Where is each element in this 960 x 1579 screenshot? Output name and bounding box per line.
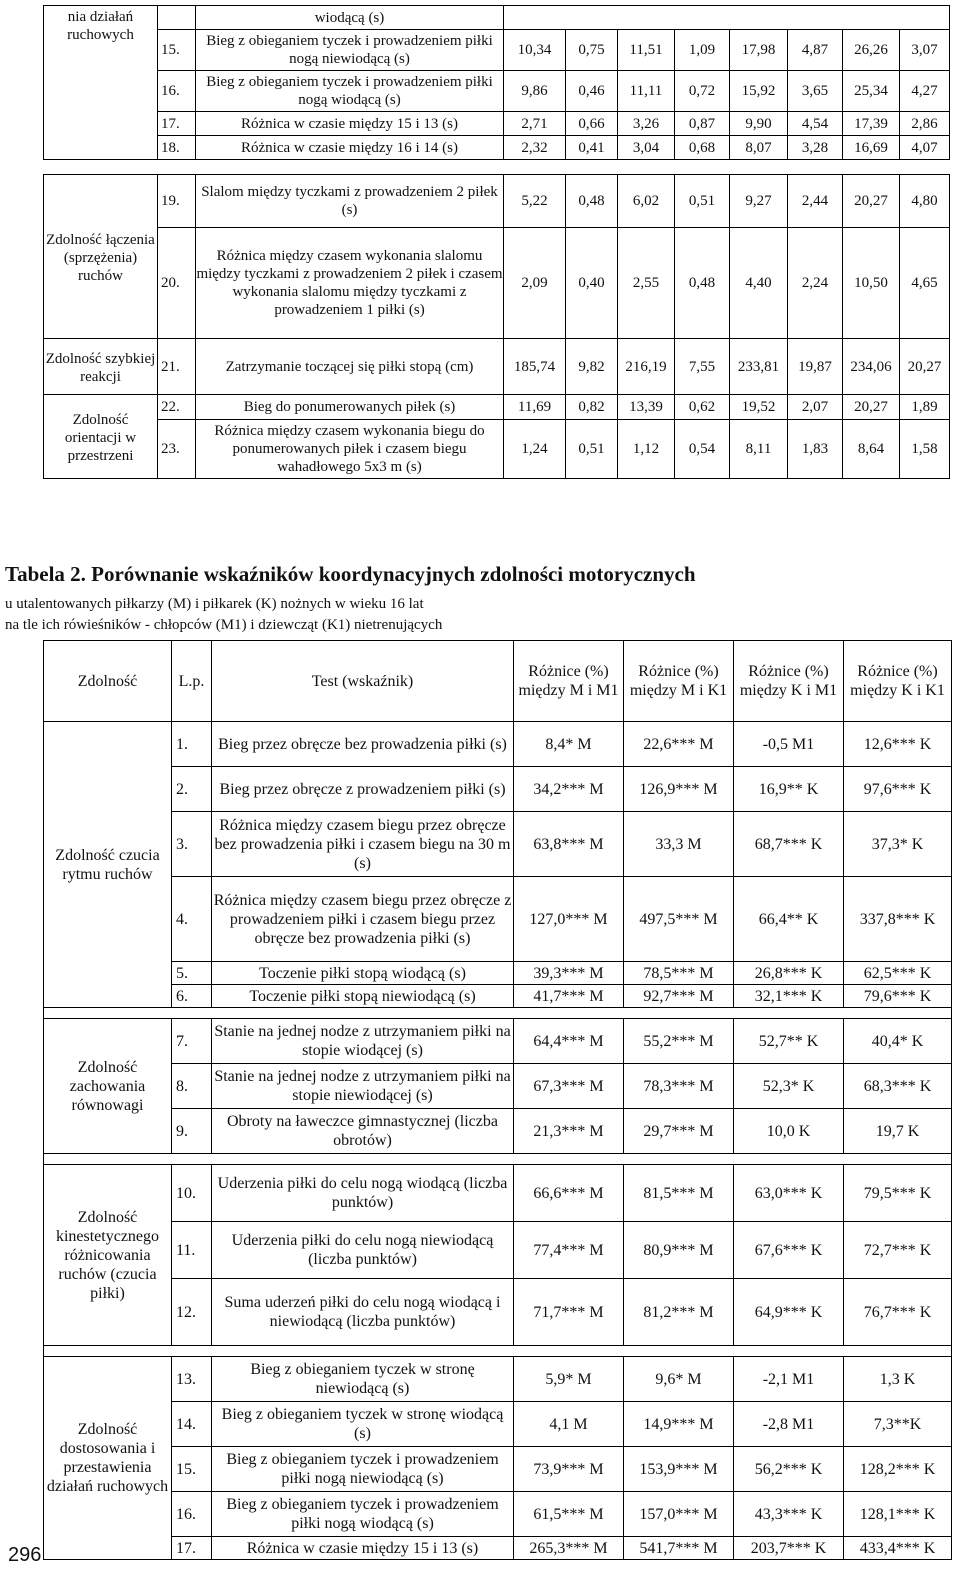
difference-value: 34,2*** M <box>514 767 624 812</box>
group-label: Zdolność orientacji w przestrzeni <box>44 395 158 479</box>
stat-value: 16,69 <box>843 136 900 160</box>
stat-value: 8,64 <box>843 420 900 479</box>
test-name: wiodącą (s) <box>196 6 504 30</box>
test-name: Uderzenia piłki do celu nogą niewiodącą (liczba punktów) <box>212 1222 514 1279</box>
stat-value: 0,62 <box>675 395 730 420</box>
table-row <box>44 136 950 160</box>
stat-value: 7,55 <box>675 339 730 395</box>
stat-value: 17,39 <box>843 112 900 136</box>
row-number: 1. <box>172 722 212 767</box>
test-name: Stanie na jednej nodze z utrzymaniem piłki na stopie niewiodącej (s) <box>212 1064 514 1109</box>
difference-value: -2,8 M1 <box>734 1402 844 1447</box>
stat-value: 8,11 <box>730 420 788 479</box>
test-name: Stanie na jednej nodze z utrzymaniem piłki na stopie wiodącej (s) <box>212 1019 514 1064</box>
table-row <box>44 1492 952 1537</box>
table-2-header-row <box>44 641 952 722</box>
stat-value: 3,07 <box>900 30 950 71</box>
row-number: 17. <box>158 112 196 136</box>
difference-value: 265,3*** M <box>514 1537 624 1560</box>
stat-value: 0,46 <box>566 71 618 112</box>
row-number: 14. <box>172 1402 212 1447</box>
stat-value: 20,27 <box>843 395 900 420</box>
difference-value: 26,8*** K <box>734 962 844 985</box>
difference-value: 43,3*** K <box>734 1492 844 1537</box>
stat-value: 0,51 <box>675 175 730 228</box>
table-row <box>44 985 952 1008</box>
row-number: 11. <box>172 1222 212 1279</box>
difference-value: 97,6*** K <box>844 767 952 812</box>
difference-value: 68,3*** K <box>844 1064 952 1109</box>
difference-value: 52,7** K <box>734 1019 844 1064</box>
difference-value: 55,2*** M <box>624 1019 734 1064</box>
difference-value: 67,3*** M <box>514 1064 624 1109</box>
stat-value: 2,32 <box>504 136 566 160</box>
column-header: Różnice (%) między M i M1 <box>514 641 624 722</box>
stat-value: 15,92 <box>730 71 788 112</box>
column-header: L.p. <box>172 641 212 722</box>
table-row <box>44 812 952 877</box>
table-row <box>44 339 950 395</box>
table-2-subtitle-2: na tle ich rówieśników - chłopców (M1) i dziewcząt (K1) nietrenujących <box>5 617 443 633</box>
table-row <box>44 6 950 30</box>
stat-value: 20,27 <box>900 339 950 395</box>
difference-value: 61,5*** M <box>514 1492 624 1537</box>
stat-value: 0,51 <box>566 420 618 479</box>
test-name: Bieg z obieganiem tyczek i prowadzeniem piłki nogą wiodącą (s) <box>212 1492 514 1537</box>
test-name: Bieg z obieganiem tyczek w stronę niewiodącą (s) <box>212 1357 514 1402</box>
column-header: Różnice (%) między M i K1 <box>624 641 734 722</box>
table-row <box>44 767 952 812</box>
row-number: 16. <box>158 71 196 112</box>
stat-value: 4,27 <box>900 71 950 112</box>
difference-value: 541,7*** M <box>624 1537 734 1560</box>
test-name: Różnica w czasie między 15 i 13 (s) <box>196 112 504 136</box>
test-name: Różnica w czasie między 15 i 13 (s) <box>212 1537 514 1560</box>
stat-value: 20,27 <box>843 175 900 228</box>
table-gap <box>44 160 950 175</box>
difference-value: 76,7*** K <box>844 1279 952 1346</box>
difference-value: 497,5*** M <box>624 877 734 962</box>
stat-value: 233,81 <box>730 339 788 395</box>
difference-value: -2,1 M1 <box>734 1357 844 1402</box>
stat-value: 0,75 <box>566 30 618 71</box>
table-row <box>44 112 950 136</box>
difference-value: 8,4* M <box>514 722 624 767</box>
table-row <box>44 71 950 112</box>
test-name: Bieg z obieganiem tyczek w stronę wiodącą (s) <box>212 1402 514 1447</box>
difference-value: 12,6*** K <box>844 722 952 767</box>
stat-value: 0,72 <box>675 71 730 112</box>
difference-value: 72,7*** K <box>844 1222 952 1279</box>
stat-value: 4,40 <box>730 228 788 339</box>
difference-value: 71,7*** M <box>514 1279 624 1346</box>
test-name: Bieg z obieganiem tyczek i prowadzeniem piłki nogą niewiodącą (s) <box>212 1447 514 1492</box>
difference-value: 56,2*** K <box>734 1447 844 1492</box>
row-number: 23. <box>158 420 196 479</box>
stat-value: 1,24 <box>504 420 566 479</box>
difference-value: 153,9*** M <box>624 1447 734 1492</box>
stat-value: 19,52 <box>730 395 788 420</box>
test-name: Uderzenia piłki do celu nogą wiodącą (liczba punktów) <box>212 1165 514 1222</box>
row-number: 17. <box>172 1537 212 1560</box>
difference-value: 29,7*** M <box>624 1109 734 1154</box>
stat-value: 0,66 <box>566 112 618 136</box>
difference-value: 52,3* K <box>734 1064 844 1109</box>
difference-value: 14,9*** M <box>624 1402 734 1447</box>
table-row <box>44 395 950 420</box>
difference-value: 5,9* M <box>514 1357 624 1402</box>
group-label: Zdolność szybkiej reakcji <box>44 339 158 395</box>
row-number: 18. <box>158 136 196 160</box>
difference-value: 126,9*** M <box>624 767 734 812</box>
stat-value: 4,54 <box>788 112 843 136</box>
stat-value: 4,65 <box>900 228 950 339</box>
test-name: Bieg z obieganiem tyczek i prowadzeniem piłki nogą wiodącą (s) <box>196 71 504 112</box>
table-row <box>44 175 950 228</box>
stat-value: 19,87 <box>788 339 843 395</box>
stat-value: 2,71 <box>504 112 566 136</box>
difference-value: 77,4*** M <box>514 1222 624 1279</box>
difference-value: 64,9*** K <box>734 1279 844 1346</box>
row-number: 9. <box>172 1109 212 1154</box>
row-number: 12. <box>172 1279 212 1346</box>
row-number: 13. <box>172 1357 212 1402</box>
difference-value: 92,7*** M <box>624 985 734 1008</box>
stat-value: 0,68 <box>675 136 730 160</box>
row-number: 10. <box>172 1165 212 1222</box>
difference-value: 39,3*** M <box>514 962 624 985</box>
test-name: Toczenie piłki stopą niewiodącą (s) <box>212 985 514 1008</box>
difference-value: 9,6* M <box>624 1357 734 1402</box>
test-name: Toczenie piłki stopą wiodącą (s) <box>212 962 514 985</box>
table-row <box>44 1537 952 1560</box>
table-row <box>44 1447 952 1492</box>
difference-value: 78,5*** M <box>624 962 734 985</box>
difference-value: 73,9*** M <box>514 1447 624 1492</box>
stat-value: 26,26 <box>843 30 900 71</box>
test-name: Różnica między czasem biegu przez obręcze z prowadzeniem piłki i czasem biegu przez obręcze bez prowadzenia piłki (s) <box>212 877 514 962</box>
difference-value: 67,6*** K <box>734 1222 844 1279</box>
stat-value: 3,65 <box>788 71 843 112</box>
table-row <box>44 1279 952 1346</box>
difference-value: 433,4*** K <box>844 1537 952 1560</box>
difference-value: 79,6*** K <box>844 985 952 1008</box>
stat-value: 0,54 <box>675 420 730 479</box>
row-number: 19. <box>158 175 196 228</box>
stat-value: 9,86 <box>504 71 566 112</box>
stat-value: 1,09 <box>675 30 730 71</box>
stat-value: 3,04 <box>618 136 675 160</box>
difference-value: 157,0*** M <box>624 1492 734 1537</box>
test-name: Zatrzymanie toczącej się piłki stopą (cm) <box>196 339 504 395</box>
gap-cell <box>44 1346 952 1357</box>
stat-value: 0,40 <box>566 228 618 339</box>
stat-value: 0,41 <box>566 136 618 160</box>
gap-cell <box>44 1154 952 1165</box>
row-number: 2. <box>172 767 212 812</box>
difference-value: 128,2*** K <box>844 1447 952 1492</box>
table-2 <box>43 640 952 1560</box>
difference-value: 62,5*** K <box>844 962 952 985</box>
table-2-subtitle-1: u utalentowanych piłkarzy (M) i piłkarek (K) nożnych w wieku 16 lat <box>5 596 424 612</box>
row-number: 15. <box>172 1447 212 1492</box>
difference-value: -0,5 M1 <box>734 722 844 767</box>
table-row <box>44 1019 952 1064</box>
group-label: Zdolność łączenia (sprzężenia) ruchów <box>44 175 158 339</box>
difference-value: 16,9** K <box>734 767 844 812</box>
stat-value: 3,26 <box>618 112 675 136</box>
stat-value: 17,98 <box>730 30 788 71</box>
group-label: Zdolność zachowania równowagi <box>44 1019 172 1154</box>
table-row <box>44 228 950 339</box>
stat-value: 2,55 <box>618 228 675 339</box>
difference-value: 33,3 M <box>624 812 734 877</box>
test-name: Obroty na ławeczce gimnastycznej (liczba obrotów) <box>212 1109 514 1154</box>
group-label: nia działań ruchowych <box>44 6 158 160</box>
difference-value: 41,7*** M <box>514 985 624 1008</box>
difference-value: 81,5*** M <box>624 1165 734 1222</box>
row-number: 20. <box>158 228 196 339</box>
stat-value: 4,87 <box>788 30 843 71</box>
stat-value: 8,07 <box>730 136 788 160</box>
group-label: Zdolność kinestetycznego różnicowania ruchów (czucia piłki) <box>44 1165 172 1346</box>
test-name: Różnica między czasem wykonania slalomu między tyczkami z prowadzeniem 2 piłek i czasem wykonania slalomu między tyczkami z prowadzeniem 1 piłki (s) <box>196 228 504 339</box>
table-gap <box>44 1154 952 1165</box>
difference-value: 66,6*** M <box>514 1165 624 1222</box>
stat-value: 1,58 <box>900 420 950 479</box>
table-gap <box>44 1346 952 1357</box>
stat-value: 4,07 <box>900 136 950 160</box>
difference-value: 63,0*** K <box>734 1165 844 1222</box>
table-row <box>44 30 950 71</box>
stat-value: 25,34 <box>843 71 900 112</box>
row-number: 16. <box>172 1492 212 1537</box>
test-name: Bieg do ponumerowanych piłek (s) <box>196 395 504 420</box>
stat-value: 11,11 <box>618 71 675 112</box>
stat-value: 6,02 <box>618 175 675 228</box>
stat-value: 9,27 <box>730 175 788 228</box>
stat-value: 2,24 <box>788 228 843 339</box>
table-row <box>44 420 950 479</box>
difference-value: 63,8*** M <box>514 812 624 877</box>
column-header: Zdolność <box>44 641 172 722</box>
stat-value: 10,50 <box>843 228 900 339</box>
row-number: 21. <box>158 339 196 395</box>
row-number: 5. <box>172 962 212 985</box>
difference-value: 4,1 M <box>514 1402 624 1447</box>
difference-value: 40,4* K <box>844 1019 952 1064</box>
column-header: Test (wskaźnik) <box>212 641 514 722</box>
test-name: Różnica między czasem biegu przez obręcze bez prowadzenia piłki i czasem biegu na 30 m (s) <box>212 812 514 877</box>
table-row <box>44 962 952 985</box>
test-name: Bieg z obieganiem tyczek i prowadzeniem piłki nogą niewiodącą (s) <box>196 30 504 71</box>
row-number: 22. <box>158 395 196 420</box>
table-1-continuation <box>43 5 950 479</box>
stat-value: 11,69 <box>504 395 566 420</box>
table-gap <box>44 1008 952 1019</box>
difference-value: 80,9*** M <box>624 1222 734 1279</box>
stat-value: 185,74 <box>504 339 566 395</box>
difference-value: 337,8*** K <box>844 877 952 962</box>
difference-value: 79,5*** K <box>844 1165 952 1222</box>
stat-value: 11,51 <box>618 30 675 71</box>
table-row <box>44 1109 952 1154</box>
test-name: Suma uderzeń piłki do celu nogą wiodącą i niewiodącą (liczba punktów) <box>212 1279 514 1346</box>
stat-value: 2,09 <box>504 228 566 339</box>
stat-value: 2,86 <box>900 112 950 136</box>
row-number: 7. <box>172 1019 212 1064</box>
difference-value: 203,7*** K <box>734 1537 844 1560</box>
row-number: 4. <box>172 877 212 962</box>
stat-value: 2,07 <box>788 395 843 420</box>
stat-value: 1,12 <box>618 420 675 479</box>
difference-value: 78,3*** M <box>624 1064 734 1109</box>
stat-value: 3,28 <box>788 136 843 160</box>
difference-value: 7,3**K <box>844 1402 952 1447</box>
difference-value: 19,7 K <box>844 1109 952 1154</box>
difference-value: 128,1*** K <box>844 1492 952 1537</box>
difference-value: 81,2*** M <box>624 1279 734 1346</box>
table-row <box>44 1165 952 1222</box>
test-name: Różnica w czasie między 16 i 14 (s) <box>196 136 504 160</box>
gap-cell <box>44 1008 952 1019</box>
test-name: Bieg przez obręcze bez prowadzenia piłki (s) <box>212 722 514 767</box>
stat-value: 0,48 <box>675 228 730 339</box>
stat-value: 234,06 <box>843 339 900 395</box>
difference-value: 127,0*** M <box>514 877 624 962</box>
table-row <box>44 1064 952 1109</box>
test-name: Różnica między czasem wykonania biegu do ponumerowanych piłek i czasem biegu wahadłowego 5x3 m (s) <box>196 420 504 479</box>
table-2-title: Tabela 2. Porównanie wskaźników koordynacyjnych zdolności motorycznych <box>5 562 696 586</box>
test-name: Bieg przez obręcze z prowadzeniem piłki (s) <box>212 767 514 812</box>
page-number: 296 <box>8 1544 42 1566</box>
table-row <box>44 877 952 962</box>
column-header: Różnice (%) między K i K1 <box>844 641 952 722</box>
table-row <box>44 1357 952 1402</box>
difference-value: 68,7*** K <box>734 812 844 877</box>
stat-value: 2,44 <box>788 175 843 228</box>
difference-value: 32,1*** K <box>734 985 844 1008</box>
table-row <box>44 1222 952 1279</box>
group-label: Zdolność czucia rytmu ruchów <box>44 722 172 1008</box>
table-row <box>44 722 952 767</box>
row-number: 6. <box>172 985 212 1008</box>
difference-value: 66,4** K <box>734 877 844 962</box>
stat-value: 0,82 <box>566 395 618 420</box>
difference-value: 64,4*** M <box>514 1019 624 1064</box>
stat-value: 10,34 <box>504 30 566 71</box>
stat-value: 0,48 <box>566 175 618 228</box>
column-header: Różnice (%) między K i M1 <box>734 641 844 722</box>
stat-value: 13,39 <box>618 395 675 420</box>
difference-value: 1,3 K <box>844 1357 952 1402</box>
stat-value: 216,19 <box>618 339 675 395</box>
gap-cell <box>44 160 950 175</box>
stat-value: 4,80 <box>900 175 950 228</box>
stat-value <box>504 6 950 30</box>
group-label: Zdolność dostosowania i przestawienia działań ruchowych <box>44 1357 172 1560</box>
stat-value: 9,90 <box>730 112 788 136</box>
stat-value: 1,83 <box>788 420 843 479</box>
stat-value: 0,87 <box>675 112 730 136</box>
stat-value: 5,22 <box>504 175 566 228</box>
difference-value: 10,0 K <box>734 1109 844 1154</box>
difference-value: 21,3*** M <box>514 1109 624 1154</box>
row-number: 3. <box>172 812 212 877</box>
table-row <box>44 1402 952 1447</box>
test-name: Slalom między tyczkami z prowadzeniem 2 piłek (s) <box>196 175 504 228</box>
stat-value: 9,82 <box>566 339 618 395</box>
stat-value: 1,89 <box>900 395 950 420</box>
row-number <box>158 6 196 30</box>
row-number: 15. <box>158 30 196 71</box>
difference-value: 22,6*** M <box>624 722 734 767</box>
difference-value: 37,3* K <box>844 812 952 877</box>
row-number: 8. <box>172 1064 212 1109</box>
